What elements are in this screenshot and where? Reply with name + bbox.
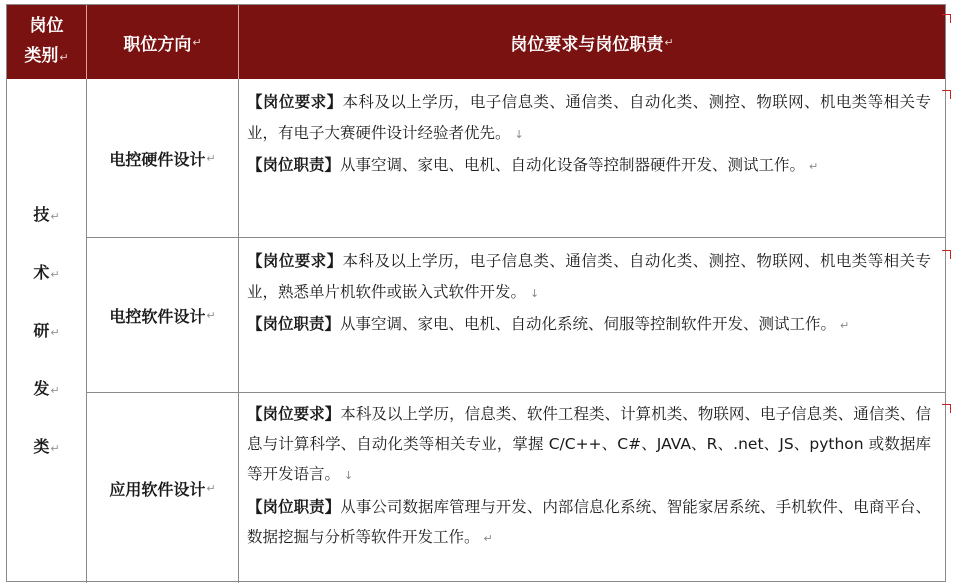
table-header: [7, 5, 945, 79]
cell-end-mark: [942, 250, 951, 259]
direction-label: 应用软件设计: [109, 479, 206, 499]
requirement-text: 本科及以上学历，信息类、软件工程类、计算机类、物联网、电子信息类、通信类、信息与计算科学、自动化类等相关专业，掌握 C/C++、C#、JAVA、R、.net、JS、python 或数据库等开发语言。: [247, 405, 931, 484]
direction-cell: 应用软件设计 ↵: [87, 393, 239, 583]
header-requirements-label: 岗位要求与岗位职责: [510, 34, 664, 55]
para-mark: ↵: [664, 35, 674, 49]
category-char: 发↵: [33, 379, 60, 398]
cell-end-mark: [942, 404, 951, 413]
description-cell: [239, 393, 945, 583]
cell-end-mark: [942, 14, 951, 23]
direction-cell: 电控硬件设计 ↵: [87, 79, 239, 237]
direction-cell: 电控软件设计 ↵: [87, 238, 239, 392]
table-row: [87, 238, 945, 393]
requirement-tag: 【岗位要求】: [247, 252, 343, 270]
category-cell: [7, 79, 87, 583]
duty-text: 从事空调、家电、电机、自动化系统、伺服等控制软件开发、测试工作。: [340, 315, 837, 333]
description-cell: [239, 79, 945, 237]
table-row: [87, 79, 945, 238]
duty-text: 从事公司数据库管理与开发、内部信息化系统、智能家居系统、手机软件、电商平台、数据挖掘与分析等软件开发工作。: [247, 497, 931, 546]
requirement-text: 本科及以上学历，电子信息类、通信类、自动化类、测控、物联网、机电类等相关专业，有电子大赛硬件设计经验者优先。: [247, 93, 931, 142]
para-mark: ↵: [192, 35, 202, 49]
duty-paragraph: 【岗位职责】从事空调、家电、电机、自动化设备等控制器硬件开发、测试工作。 ↵: [247, 156, 819, 174]
duty-text: 从事空调、家电、电机、自动化设备等控制器硬件开发、测试工作。: [340, 156, 806, 174]
table-row: [87, 393, 945, 583]
direction-label: 电控软件设计: [109, 306, 206, 326]
para-mark: ↵: [59, 51, 69, 64]
duty-tag: 【岗位职责】: [247, 315, 341, 333]
requirement-paragraph: 【岗位要求】本科及以上学历，信息类、软件工程类、计算机类、物联网、电子信息类、通信类、信息与计算科学、自动化类等相关专业，掌握 C/C++、C#、JAVA、R、.net、JS、python 或数据库等开发语言。 ↓: [247, 405, 931, 484]
header-direction: [87, 5, 239, 79]
category-char: 术↵: [33, 263, 60, 282]
description-cell: [239, 238, 945, 392]
duty-tag: 【岗位职责】: [247, 156, 341, 174]
job-table: [6, 4, 946, 582]
header-requirements: [239, 5, 945, 79]
requirement-paragraph: 【岗位要求】本科及以上学历，电子信息类、通信类、自动化类、测控、物联网、机电类等相关专业，熟悉单片机软件或嵌入式软件开发。 ↓: [247, 252, 931, 301]
requirement-tag: 【岗位要求】: [247, 93, 343, 111]
duty-paragraph: 【岗位职责】从事公司数据库管理与开发、内部信息化系统、智能家居系统、手机软件、电商平台、数据挖掘与分析等软件开发工作。 ↵: [247, 497, 931, 546]
cell-end-mark: [942, 90, 951, 99]
requirement-text: 本科及以上学历，电子信息类、通信类、自动化类、测控、物联网、机电类等相关专业，熟悉单片机软件或嵌入式软件开发。: [247, 252, 931, 301]
header-category-line2: 类别: [24, 46, 59, 66]
category-char: 技↵: [33, 205, 60, 224]
category-char: 研↵: [33, 321, 60, 340]
category-char: 类↵: [33, 437, 60, 456]
header-category-line1: 岗位: [29, 16, 64, 36]
requirement-paragraph: 【岗位要求】本科及以上学历，电子信息类、通信类、自动化类、测控、物联网、机电类等相关专业，有电子大赛硬件设计经验者优先。 ↓: [247, 93, 931, 142]
duty-paragraph: 【岗位职责】从事空调、家电、电机、自动化系统、伺服等控制软件开发、测试工作。 ↵: [247, 315, 850, 333]
header-direction-label: 职位方向: [123, 34, 192, 55]
requirement-tag: 【岗位要求】: [247, 405, 341, 423]
duty-tag: 【岗位职责】: [247, 497, 341, 516]
direction-label: 电控硬件设计: [109, 149, 206, 169]
header-category: [7, 5, 87, 79]
